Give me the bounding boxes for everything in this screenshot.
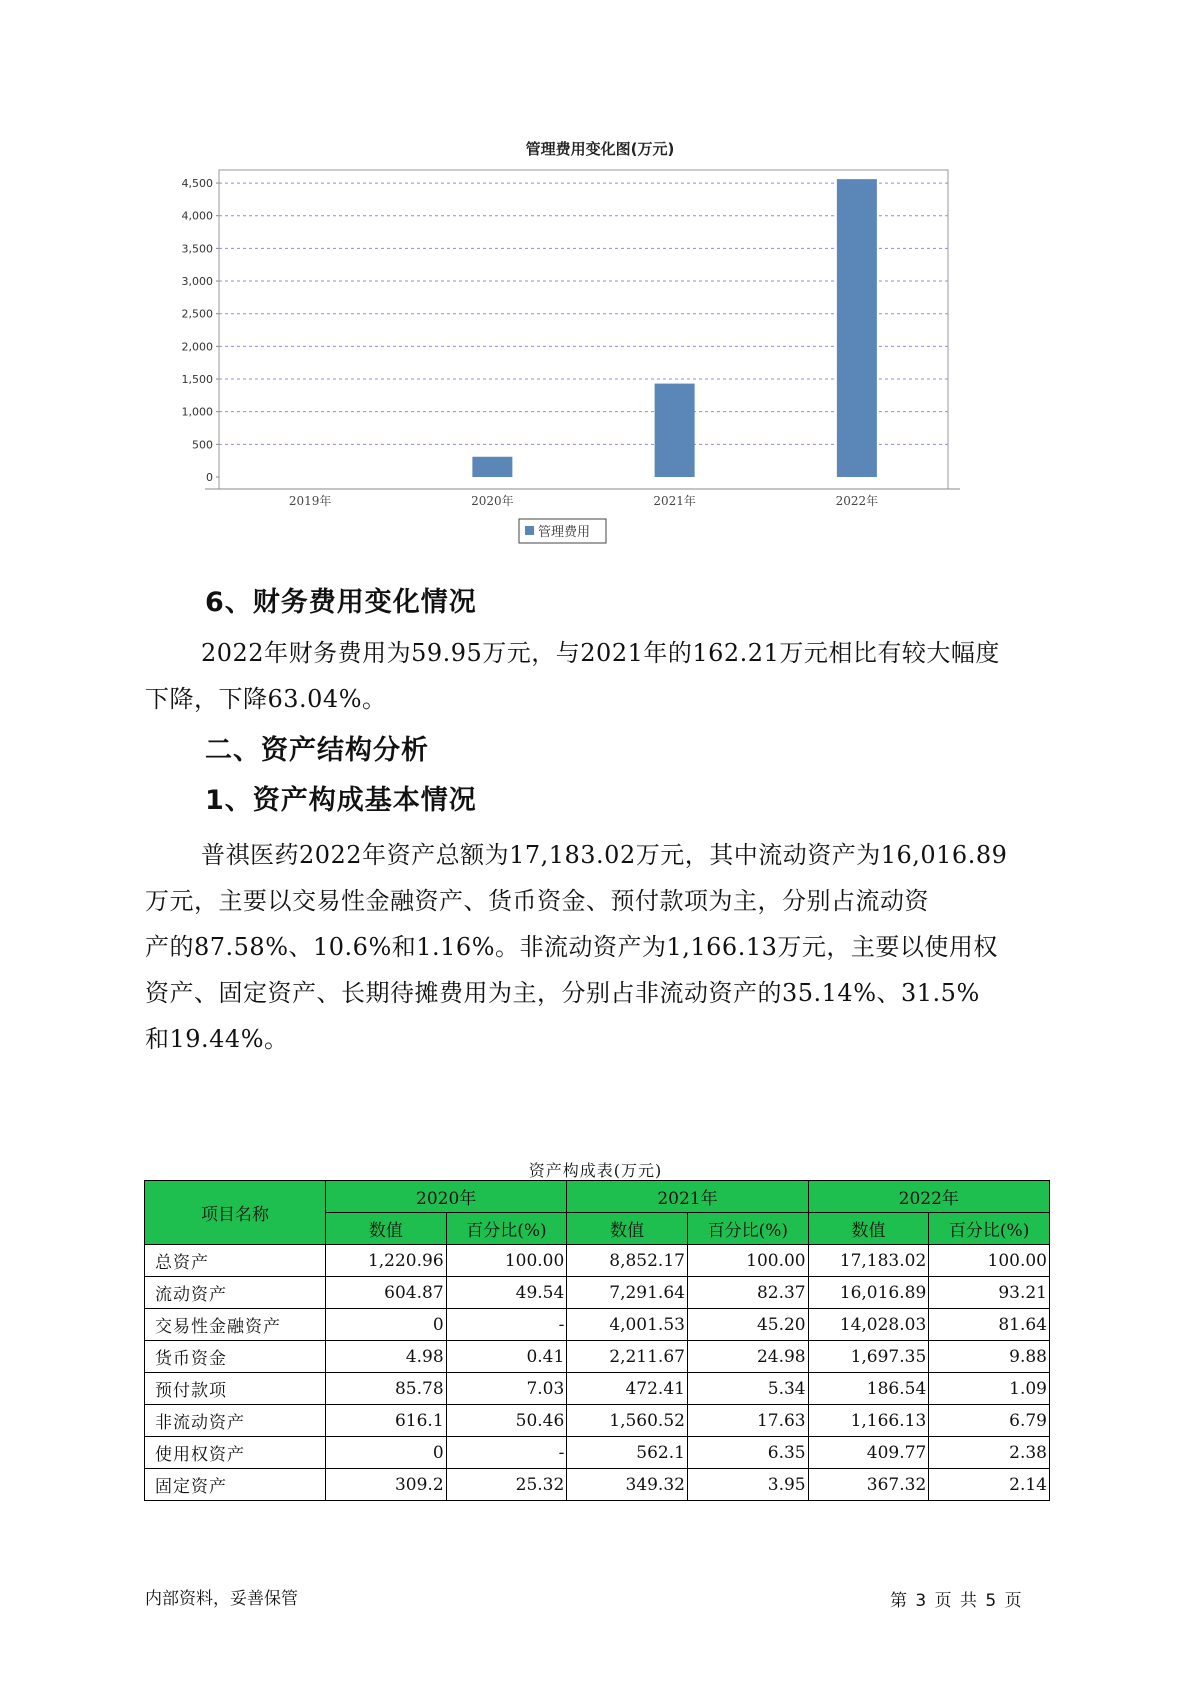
- section-heading-asset-composition: 1、资产构成基本情况: [205, 785, 477, 816]
- chart-bar: [472, 457, 512, 477]
- table-row: [145, 1469, 1050, 1501]
- cell-value: 1,166.13: [808, 1405, 929, 1437]
- cell-percent: 17.63: [687, 1405, 808, 1437]
- table-row: [145, 1277, 1050, 1309]
- cell-value: 562.1: [567, 1437, 688, 1469]
- cell-value: 1,220.96: [326, 1245, 447, 1277]
- cell-value: 4,001.53: [567, 1309, 688, 1341]
- chart-legend: [519, 519, 606, 543]
- cell-percent: 81.64: [929, 1309, 1050, 1341]
- table-row: [145, 1341, 1050, 1373]
- header-year: 2022年: [808, 1181, 1049, 1213]
- cell-value: 85.78: [326, 1373, 447, 1405]
- cell-percent: 5.34: [687, 1373, 808, 1405]
- y-tick-label: 0: [206, 471, 213, 484]
- cell-value: 16,016.89: [808, 1277, 929, 1309]
- header-percent: 百分比(%): [687, 1213, 808, 1245]
- cell-percent: 0.41: [446, 1341, 567, 1373]
- chart-x-axis: [289, 493, 878, 508]
- cell-percent: 50.46: [446, 1405, 567, 1437]
- paragraph-text: 普祺医药2022年资产总额为17,183.02万元，其中流动资产为16,016.89: [201, 841, 1008, 869]
- paragraph-line: 万元，主要以交易性金融资产、货币资金、预付款项为主，分别占流动资: [145, 887, 929, 915]
- y-tick-label: 1,500: [181, 373, 213, 387]
- cell-value: 367.32: [808, 1469, 929, 1501]
- cell-percent: 100.00: [687, 1245, 808, 1277]
- paragraph-line: [145, 832, 1075, 878]
- cell-value: 4.98: [326, 1341, 447, 1373]
- chart-bars: [472, 179, 877, 477]
- row-label: 总资产: [145, 1245, 326, 1277]
- y-tick-label: 500: [192, 438, 213, 452]
- section-heading-finance-cost: 6、财务费用变化情况: [205, 587, 477, 618]
- header-value: 数值: [808, 1213, 929, 1245]
- cell-value: 616.1: [326, 1405, 447, 1437]
- cell-percent: 25.32: [446, 1469, 567, 1501]
- chart-y-axis: [182, 177, 220, 484]
- table-row: [145, 1405, 1050, 1437]
- row-label: 货币资金: [145, 1341, 326, 1373]
- table-header-row: [145, 1181, 1050, 1213]
- y-tick-label: 2,500: [181, 307, 213, 321]
- cell-percent: 82.37: [687, 1277, 808, 1309]
- cell-value: 1,560.52: [567, 1405, 688, 1437]
- chart-bar: [837, 179, 877, 477]
- cell-value: 472.41: [567, 1373, 688, 1405]
- cell-percent: 1.09: [929, 1373, 1050, 1405]
- header-year: 2021年: [567, 1181, 808, 1213]
- chart-title: 管理费用变化图(万元): [525, 140, 675, 158]
- paragraph-text: 2022年财务费用为59.95万元，与2021年的162.21万元相比有较大幅度: [201, 639, 1000, 667]
- y-tick-label: 3,500: [181, 242, 213, 256]
- footer-page-number: 第 3 页 共 5 页: [890, 1591, 1022, 1611]
- asset-composition-table: [144, 1180, 1050, 1501]
- cell-percent: 3.95: [687, 1469, 808, 1501]
- footer-confidential: 内部资料，妥善保管: [145, 1589, 298, 1609]
- cell-value: 0: [326, 1309, 447, 1341]
- cell-value: 309.2: [326, 1469, 447, 1501]
- cell-value: 0: [326, 1437, 447, 1469]
- paragraph-line: 资产、固定资产、长期待摊费用为主，分别占非流动资产的35.14%、31.5%: [145, 979, 980, 1007]
- asset-composition-paragraph: [145, 832, 1075, 1062]
- paragraph-line: 下降，下降63.04%。: [145, 685, 387, 713]
- y-tick-label: 1,000: [181, 405, 213, 419]
- x-tick-label: 2021年: [653, 494, 696, 508]
- header-value: 数值: [326, 1213, 447, 1245]
- cell-percent: 7.03: [446, 1373, 567, 1405]
- cell-value: 7,291.64: [567, 1277, 688, 1309]
- header-value: 数值: [567, 1213, 688, 1245]
- table-row: [145, 1373, 1050, 1405]
- cell-percent: -: [446, 1309, 567, 1341]
- header-item-name: 项目名称: [145, 1181, 326, 1245]
- section-heading-asset-structure: 二、资产结构分析: [205, 735, 429, 766]
- cell-value: 604.87: [326, 1277, 447, 1309]
- cell-percent: 2.38: [929, 1437, 1050, 1469]
- header-percent: 百分比(%): [929, 1213, 1050, 1245]
- legend-swatch: [525, 526, 534, 535]
- cell-percent: 6.79: [929, 1405, 1050, 1437]
- finance-cost-paragraph: [145, 630, 1075, 722]
- cell-percent: 9.88: [929, 1341, 1050, 1373]
- row-label: 非流动资产: [145, 1405, 326, 1437]
- row-label: 预付款项: [145, 1373, 326, 1405]
- cell-value: 17,183.02: [808, 1245, 929, 1277]
- cell-value: 186.54: [808, 1373, 929, 1405]
- cell-percent: -: [446, 1437, 567, 1469]
- x-tick-label: 2022年: [835, 494, 879, 508]
- cell-value: 1,697.35: [808, 1341, 929, 1373]
- y-tick-label: 2,000: [181, 340, 213, 354]
- legend-label: 管理费用: [538, 525, 591, 540]
- cell-percent: 49.54: [446, 1277, 567, 1309]
- header-year: 2020年: [326, 1181, 567, 1213]
- y-tick-label: 3,000: [181, 275, 213, 289]
- x-tick-label: 2019年: [288, 494, 332, 508]
- table-body: [145, 1245, 1050, 1501]
- row-label: 流动资产: [145, 1277, 326, 1309]
- table-row: [145, 1309, 1050, 1341]
- row-label: 交易性金融资产: [145, 1309, 326, 1341]
- cell-value: 14,028.03: [808, 1309, 929, 1341]
- row-label: 固定资产: [145, 1469, 326, 1501]
- chart-bar: [655, 384, 695, 477]
- management-expense-chart: [150, 130, 1040, 600]
- row-label: 使用权资产: [145, 1437, 326, 1469]
- cell-percent: 100.00: [446, 1245, 567, 1277]
- paragraph-line: 产的87.58%、10.6%和1.16%。非流动资产为1,166.13万元，主要以使用权: [145, 933, 998, 961]
- header-percent: 百分比(%): [446, 1213, 567, 1245]
- y-tick-label: 4,000: [181, 209, 213, 223]
- cell-percent: 6.35: [687, 1437, 808, 1469]
- x-tick-label: 2020年: [471, 494, 514, 508]
- cell-percent: 100.00: [929, 1245, 1050, 1277]
- paragraph-line: 和19.44%。: [145, 1025, 289, 1053]
- table-row: [145, 1245, 1050, 1277]
- cell-percent: 2.14: [929, 1469, 1050, 1501]
- cell-percent: 24.98: [687, 1341, 808, 1373]
- cell-percent: 45.20: [687, 1309, 808, 1341]
- cell-value: 2,211.67: [567, 1341, 688, 1373]
- cell-value: 8,852.17: [567, 1245, 688, 1277]
- paragraph-line: [145, 630, 1075, 676]
- cell-value: 409.77: [808, 1437, 929, 1469]
- table-title: 资产构成表(万元): [528, 1161, 663, 1180]
- table-row: [145, 1437, 1050, 1469]
- cell-value: 349.32: [567, 1469, 688, 1501]
- cell-percent: 93.21: [929, 1277, 1050, 1309]
- y-tick-label: 4,500: [181, 177, 213, 191]
